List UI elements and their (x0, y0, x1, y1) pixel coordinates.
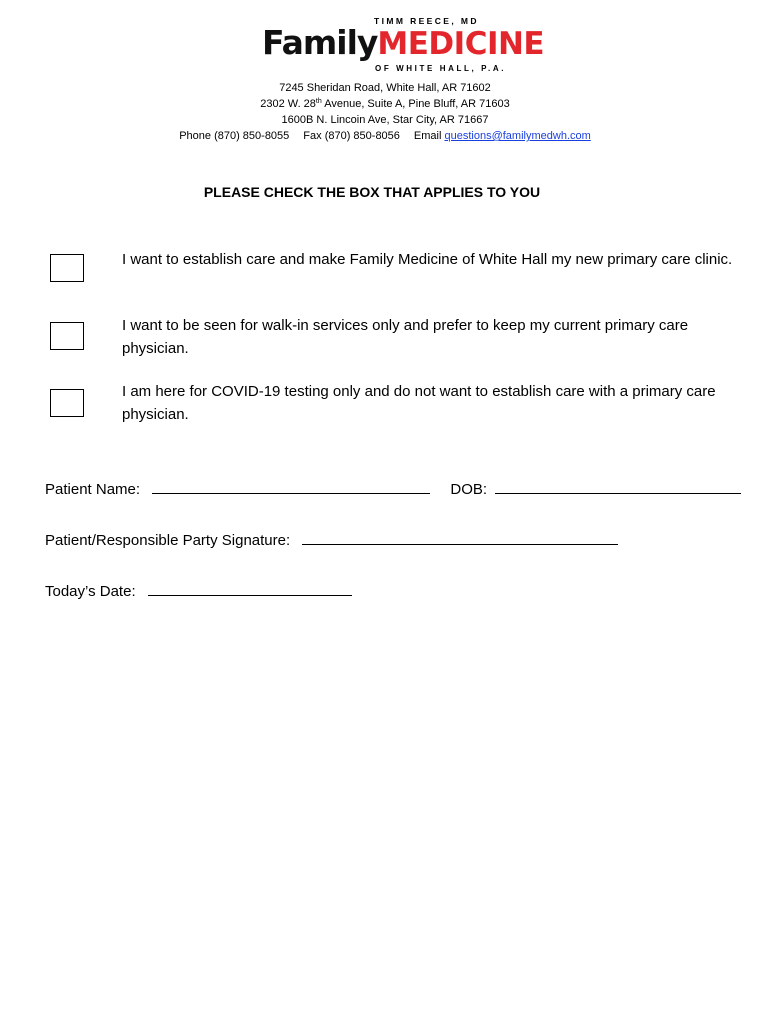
email-label: Email (413, 130, 442, 142)
dob-field[interactable] (495, 479, 741, 494)
email-link[interactable]: questions@familymedwh.com (444, 130, 591, 142)
signature-field[interactable] (302, 530, 618, 545)
logo-doctor-name: TIMM REECE, MD (374, 16, 479, 26)
option-text: I am here for COVID-19 testing only and do not want to establish care with a primary care physician. (122, 383, 716, 423)
signature-label: Patient/Responsible Party Signature: (45, 532, 291, 549)
logo-word-medicine: MEDICINE (377, 26, 545, 62)
address-line-2-prefix: 2302 W. 28 (260, 98, 316, 110)
patient-name-row (45, 479, 741, 498)
logo-wordmark (262, 24, 544, 63)
phone-number: Phone (870) 850-8055 (179, 130, 290, 142)
option-text: I want to be seen for walk-in services only and prefer to keep my current primary care physician. (122, 317, 689, 357)
fax-number: Fax (870) 850-8056 (303, 130, 400, 142)
date-field[interactable] (148, 581, 352, 596)
address-line-1: 7245 Sheridan Road, White Hall, AR 71602 (279, 82, 491, 94)
date-label: Today’s Date: (45, 583, 136, 600)
form-heading: PLEASE CHECK THE BOX THAT APPLIES TO YOU (203, 184, 541, 200)
patient-name-field[interactable] (152, 479, 430, 494)
date-row (45, 581, 352, 600)
dob-label: DOB: (450, 481, 488, 498)
option-text: I want to establish care and make Family Medicine of White Hall my new primary care clinic. (122, 251, 733, 268)
patient-name-label: Patient Name: (45, 481, 141, 498)
address-line-3: 1600B N. Lincoin Ave, Star City, AR 71667 (281, 114, 489, 126)
address-line-2-suffix: Avenue, Suite A, Pine Bluff, AR 71603 (321, 98, 510, 110)
checkbox-covid-testing[interactable] (50, 389, 84, 417)
contact-line (0, 128, 770, 144)
address-line-2 (0, 96, 770, 112)
logo-location: OF WHITE HALL, P.A. (375, 64, 507, 73)
checkbox-establish-care[interactable] (50, 254, 84, 282)
address-block (0, 80, 770, 144)
signature-row (45, 530, 618, 549)
clinic-logo (262, 14, 545, 76)
address-line-2-ordinal: th (315, 98, 322, 105)
checkbox-walk-in[interactable] (50, 322, 84, 350)
logo-word-family: Family (262, 23, 378, 62)
